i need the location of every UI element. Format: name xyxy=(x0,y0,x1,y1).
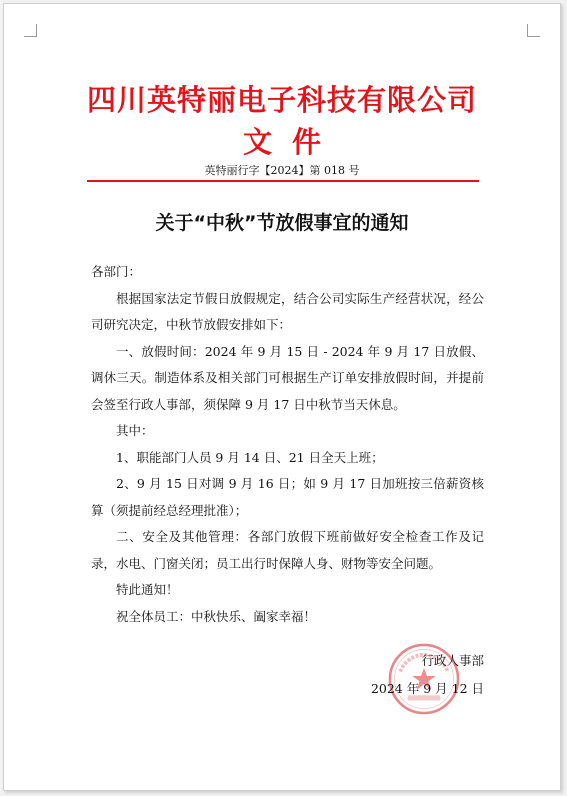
company-name: 四川英特丽电子科技有限公司 xyxy=(86,83,477,117)
signature-department: 行政人事部 xyxy=(421,653,484,668)
paragraph: 1、职能部门人员 9 月 14 日、21 日全天上班； xyxy=(116,449,384,465)
paragraph: 2、9 月 15 日对调 9 月 16 日；如 9 月 17 日加班按三倍薪资核算（须提前经总经理批准）； xyxy=(91,476,484,518)
paragraph: 根据国家法定节假日放假规定，结合公司实际生产经营状况，经公司研究决定，中秋节放假安排如下： xyxy=(91,290,484,332)
paragraph: 祝全体员工：中秋快乐、阖家幸福！ xyxy=(116,608,317,624)
paragraph: 一、放假时间：2024 年 9 月 15 日 - 2024 年 9 月 17 日放假、调休三天。制造体系及相关部门可根据生产订单安排放假时间，并提前会签至行政人事部，须保障 9 月 17 日中秋节当天休息。 xyxy=(91,343,484,412)
crop-mark-top-left xyxy=(24,24,37,37)
notice-body xyxy=(91,259,484,630)
paragraph: 其中： xyxy=(116,423,154,438)
paragraph: 特此通知！ xyxy=(116,582,179,597)
header-divider xyxy=(87,180,479,182)
document-page xyxy=(3,3,561,791)
crop-mark-top-right xyxy=(527,24,540,37)
salutation: 各部门： xyxy=(91,264,142,279)
document-number: 英特丽行字【2024】第 018 号 xyxy=(204,164,360,177)
paragraph: 二、安全及其他管理：各部门放假下班前做好安全检查工作及记录，水电、门窗关闭；员工出行时保障人身、财物等安全问题。 xyxy=(91,529,484,571)
signature-date: 2024 年 9 月 12 日 xyxy=(370,681,484,696)
document-type: 文件 xyxy=(242,125,341,159)
notice-title: 关于“中秋”节放假事宜的通知 xyxy=(155,212,409,234)
